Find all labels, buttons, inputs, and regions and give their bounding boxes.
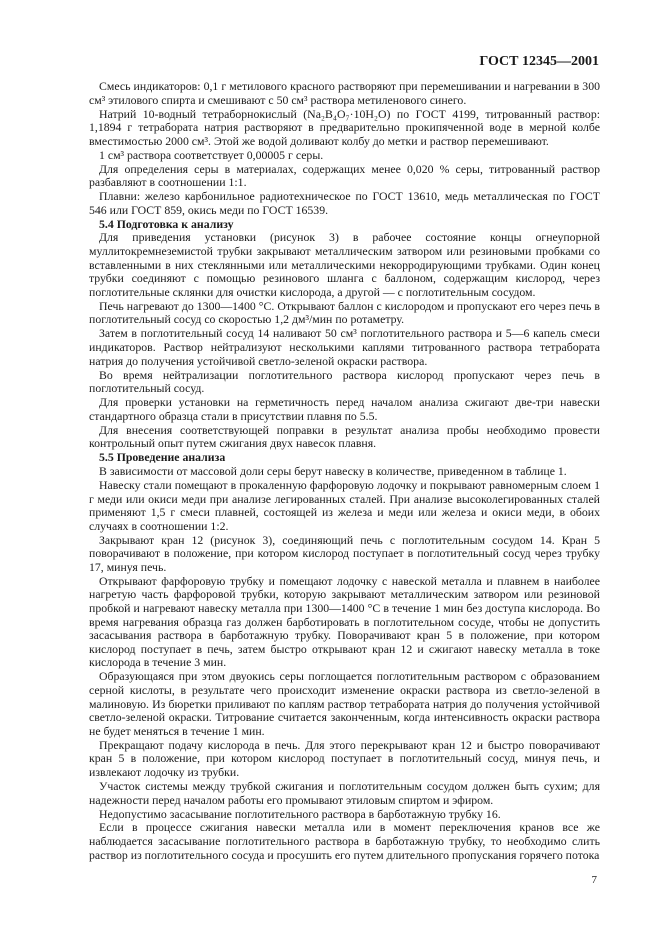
- paragraph: Для определения серы в материалах, содержащих менее 0,020 % серы, титрованный раствор разбавляют в соотношении 1:1.: [89, 161, 600, 190]
- section-heading: 5.4 Подготовка к анализу: [99, 216, 234, 231]
- paragraph: Для внесения соответствующей поправки в результат анализа пробы необходимо провести контрольный опыт путем сжигания двух навесок плавня.: [89, 422, 600, 451]
- paragraph: Открывают фарфоровую трубку и помещают лодочку с навеской металла и плавнем в наиболее нагретую часть фарфоровой трубки, которую закрывают металлическим затвором или резиновой пробкой и нагревают навеску металла при 1300—1400 °С в течение 1 мин без доступа кислорода. Во время нагревания образца газ должен барботировать в поглотительном сосуде, чтобы не допустить засасывания раствора в барботажную трубку. Поворачивают кран 5 в положение, при котором кислород поступает в печь, затем быстро открывают кран 12 и сжигают навеску металла в токе кислорода в течение 3 мин.: [89, 573, 600, 670]
- paragraph: Смесь индикаторов: 0,1 г метилового красного растворяют при перемешивании и нагревании в 300 см³ этилового спирта и смешивают с 50 см³ раствора метиленового синего.: [89, 79, 600, 107]
- paragraph: Навеску стали помещают в прокаленную фарфоровую лодочку и покрывают равномерным слоем 1 г меди или окиси меди при анализе легированных сталей. При анализе высоколегированных сталей применяют 1,5 г смеси плавней, состоящей из железа и меди или железа и окиси меди, в обоих случаях в соотношении 1:2.: [89, 477, 600, 533]
- paragraph: Во время нейтрализации поглотительного раствора кислород пропускают через печь в поглотительный сосуд.: [89, 367, 600, 396]
- paragraph: Натрий 10-водный тетраборнокислый (Na₂B₄O₇·10H₂O) по ГОСТ 4199, титрованный раствор: 1,1894 г тетрабората натрия растворяют в предварительно прокипяченной воде в мерной колбе вместимостью 2000 см³. Этой же водой доливают колбу до метки и раствор перемешивают.: [89, 106, 600, 148]
- document-body: [89, 80, 600, 863]
- paragraph: Если в процессе сжигания навески металла или в момент переключения кранов все же наблюдается засасывание поглотительного раствора в барботажную трубку, то необходимо слить раствор из поглотительного сосуда и просушить его путем длительного пропускания горячего потока: [89, 820, 600, 862]
- paragraph: Недопустимо засасывание поглотительного раствора в барботажную трубку 16.: [99, 806, 501, 821]
- paragraph: Образующаяся при этом двуокись серы поглощается поглотительным раствором с образованием серной кислоты, в результате чего происходит изменение окраски раствора из светло-зеленой в малиновую. Из бюретки приливают по каплям раствор тетрабората натрия до получения устойчивой светло-зеленой окраски. Титрование считается законченным, когда интенсивность окраски раствора не будет меняться в течение 1 мин.: [89, 669, 600, 738]
- paragraph: Плавни: железо карбонильное радиотехническое по ГОСТ 13610, медь металлическая по ГОСТ 546 или ГОСТ 859, окись меди по ГОСТ 16539.: [89, 189, 600, 217]
- paragraph: Печь нагревают до 1300—1400 °С. Открывают баллон с кислородом и пропускают его через печь в поглотительный сосуд со скоростью 1,2 дм³/мин по ротаметру.: [89, 298, 600, 327]
- paragraph: Для проверки установки на герметичность перед началом анализа сжигают две-три навески стандартного образца стали в присутствии плавня по 5.5.: [89, 395, 600, 423]
- paragraph: В зависимости от массовой доли серы берут навеску в количестве, приведенном в таблице 1.: [99, 463, 567, 478]
- section-heading: 5.5 Проведение анализа: [99, 450, 226, 465]
- paragraph: Прекращают подачу кислорода в печь. Для этого перекрывают кран 12 и быстро поворачивают кран 5 в положение, при котором кислород поступает в поглотительный сосуд, минуя печь, и извлекают лодочку из трубки.: [89, 737, 600, 779]
- paragraph: 1 см³ раствора соответствует 0,00005 г серы.: [99, 147, 324, 162]
- paragraph: Участок системы между трубкой сжигания и поглотительным сосудом должен быть сухим; для надежности перед началом работы его промывают этиловым спиртом и эфиром.: [89, 778, 600, 807]
- page-number: 7: [591, 874, 597, 886]
- document-header: ГОСТ 12345—2001: [479, 54, 599, 69]
- paragraph: Затем в поглотительный сосуд 14 наливают 50 см³ поглотительного раствора и 5—6 капель смеси индикаторов. Раствор нейтрализуют несколькими каплями титрованного раствора тетрабората натрия до получения устойчивой светло-зеленой окраски раствора.: [89, 326, 600, 368]
- paragraph: Закрывают кран 12 (рисунок 3), соединяющий печь с поглотительным сосудом 14. Кран 5 поворачивают в положение, при котором кислород поступает в поглотительный сосуд через трубку 17, минуя печь.: [89, 532, 600, 574]
- paragraph: Для приведения установки (рисунок 3) в рабочее состояние концы огнеупорной муллитокремнеземистой трубки закрывают металлическим затвором или резиновыми пробками со вставленными в них стеклянными или металлическими некорродирующими трубками. Один конец трубки соединяют с помощью резинового шланга с баллоном, содержащим кислород, через поглотительные склянки для очистки кислорода, а другой — с поглотительным сосудом.: [89, 230, 600, 299]
